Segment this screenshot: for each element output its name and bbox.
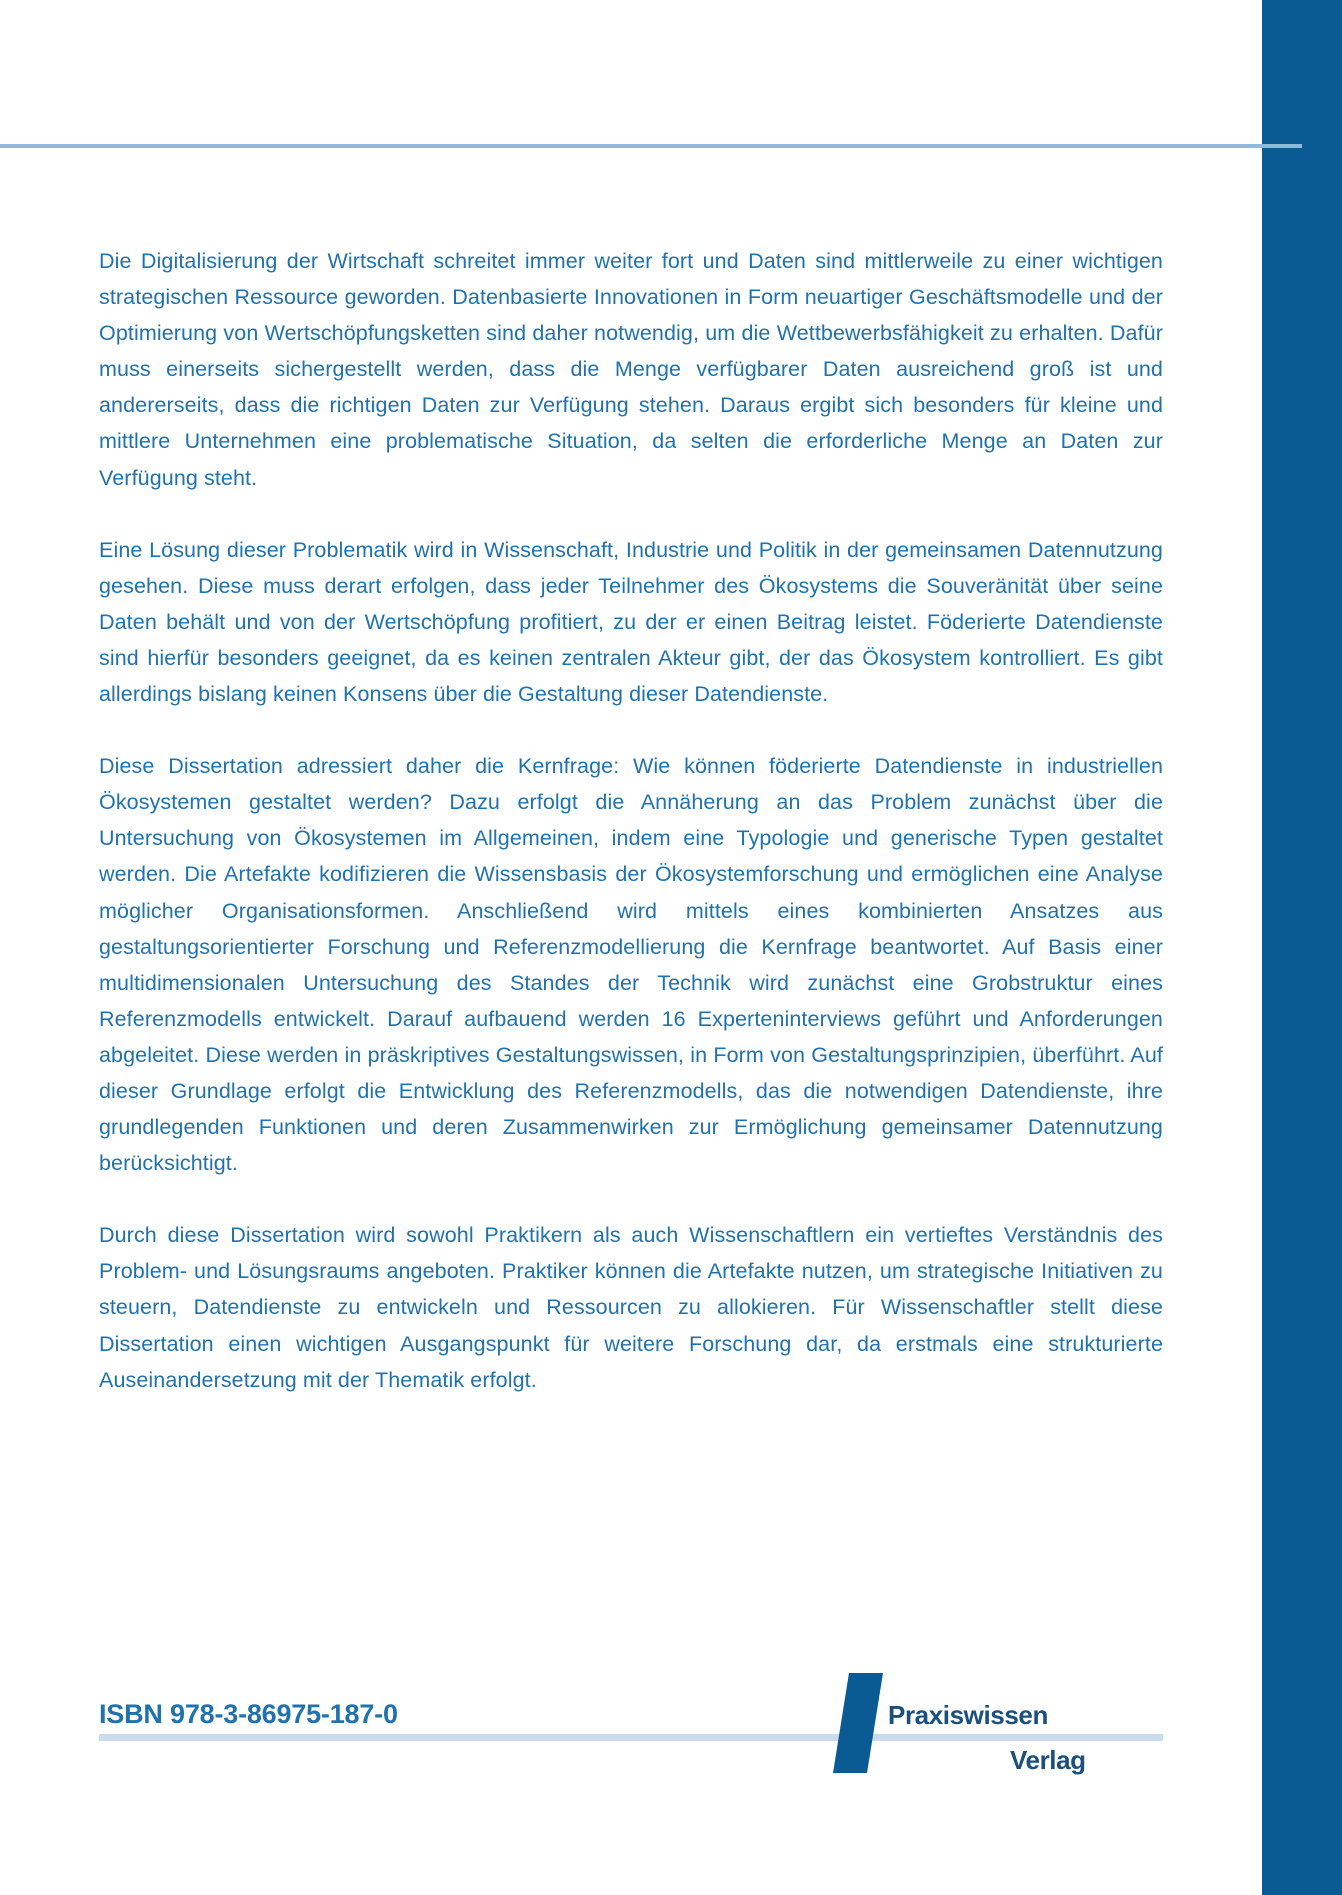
abstract-paragraph-1: Die Digitalisierung der Wirtschaft schreitet immer weiter fort und Daten sind mittlerweile zu einer wichtigen strategischen Ressource geworden. Datenbasierte Innovationen in Form neuartiger Geschäftsmodelle und der Optimierung von Wertschöpfungsketten sind daher notwendig, um die Wettbewerbsfähigkeit zu erhalten. Dafür muss einerseits sichergestellt werden, dass die Menge verfügbarer Daten ausreichend groß ist und andererseits, dass die richtigen Daten zur Verfügung stehen. Daraus ergibt sich besonders für kleine und mittlere Unternehmen eine problematische Situation, da selten die erforderliche Menge an Daten zur Verfügung steht. (99, 249, 1163, 490)
bottom-divider (99, 1734, 1163, 1741)
publisher-name-line1: Praxiswissen (888, 1700, 1048, 1730)
side-color-band (1262, 0, 1342, 1895)
back-cover-abstract (99, 243, 1163, 1434)
isbn-number: ISBN 978-3-86975-187-0 (99, 1699, 398, 1729)
abstract-paragraph-2: Eine Lösung dieser Problematik wird in Wissenschaft, Industrie und Politik in der gemeinsamen Datennutzung gesehen. Diese muss derart erfolgen, dass jeder Teilnehmer des Ökosystems die Souveränität über seine Daten behält und von der Wertschöpfung profitiert, zu der er einen Beitrag leistet. Föderierte Datendienste sind hierfür besonders geeignet, da es keinen zentralen Akteur gibt, der das Ökosystem kontrolliert. Es gibt allerdings bislang keinen Konsens über die Gestaltung dieser Datendienste. (99, 537, 1163, 707)
publisher-name-line2: Verlag (1010, 1745, 1086, 1775)
abstract-paragraph-4: Durch diese Dissertation wird sowohl Praktikern als auch Wissenschaftlern ein vertieftes Verständnis des Problem- und Lösungsraums angeboten. Praktiker können die Artefakte nutzen, um strategische Initiativen zu steuern, Datendienste zu entwickeln und Ressourcen zu allokieren. Für Wissenschaftler stellt diese Dissertation einen wichtigen Ausgangspunkt für weitere Forschung dar, da erstmals eine strukturierte Auseinandersetzung mit der Thematik erfolgt. (99, 1223, 1163, 1392)
top-divider (0, 144, 1302, 148)
abstract-paragraph-3: Diese Dissertation adressiert daher die Kernfrage: Wie können föderierte Datendienste in industriellen Ökosystemen gestaltet werden? Dazu erfolgt die Annäherung an das Problem zunächst über die Untersuchung von Ökosystemen im Allgemeinen, indem eine Typologie und generische Typen gestaltet werden. Die Artefakte kodifizieren die Wissensbasis der Ökosystemforschung und ermöglichen eine Analyse möglicher Organisationsformen. Anschließend wird mittels eines kombinierten Ansatzes aus gestaltungsorientierter Forschung und Referenzmodellierung die Kernfrage beantwortet. Auf Basis einer multidimensionalen Untersuchung des Standes der Technik wird zunächst eine Grobstruktur eines Referenzmodells entwickelt. Darauf aufbauend werden 16 Experteninterviews geführt und Anforderungen abgeleitet. Diese werden in präskriptives Gestaltungswissen, in Form von Gestaltungsprinzipien, überführt. Auf dieser Grundlage erfolgt die Entwicklung des Referenzmodells, das die notwendigen Datendienste, ihre grundlegenden Funktionen und deren Zusammenwirken zur Ermöglichung gemeinsamer Datennutzung berücksichtigt. (99, 754, 1163, 1176)
